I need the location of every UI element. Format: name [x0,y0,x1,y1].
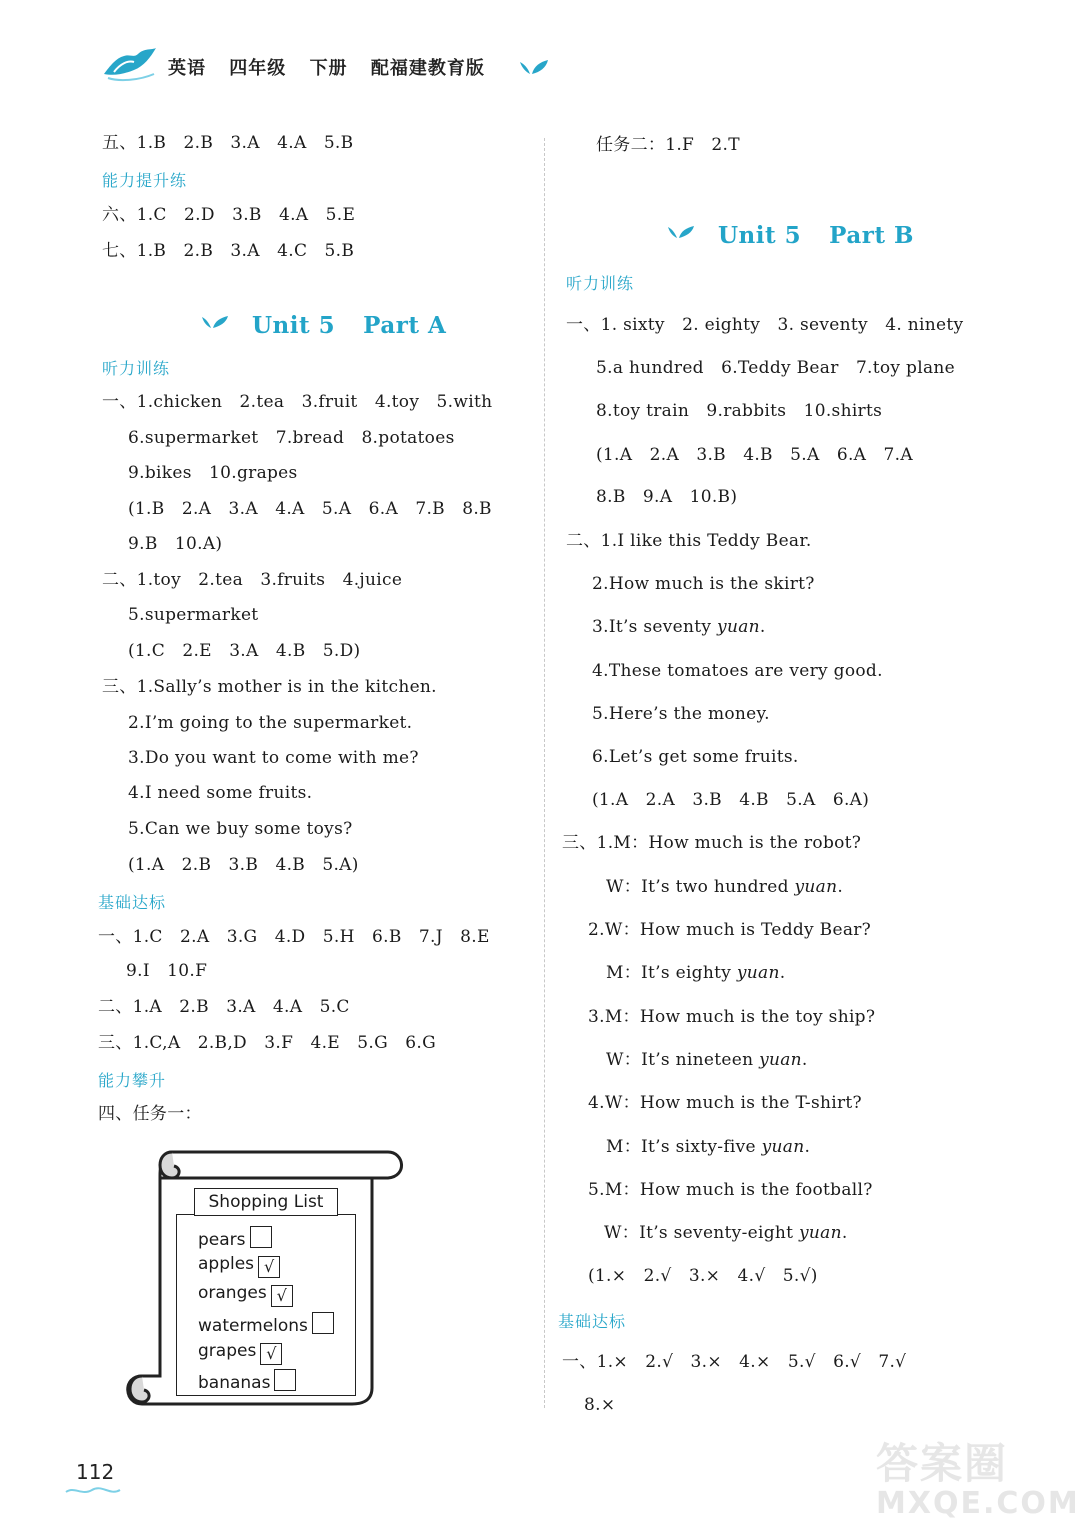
line-text: W：It’s nineteen [606,1050,760,1070]
answer-line: 一、1. sixty 2. eighty 3. seventy 4. ninety [566,315,964,335]
line-text: W：It’s seventy-eight [604,1223,799,1243]
answer-line: 二、1.toy 2.tea 3.fruits 4.juice [102,570,403,590]
part-label: Part B [829,222,914,249]
answer-line: 5.Can we buy some toys? [128,819,353,839]
checkbox: √ [260,1343,282,1365]
bird-logo-icon [100,44,158,84]
answer-line [606,1049,808,1071]
item-name: bananas [198,1373,271,1393]
answer-line: 二、1.I like this Teddy Bear. [566,531,812,551]
answer-line: (1.A 2.A 3.B 4.B 5.A 6.A 7.A [596,445,913,465]
answer-line: 8.toy train 9.rabbits 10.shirts [596,401,883,421]
list-item [198,1226,272,1250]
item-name: oranges [198,1283,267,1303]
answer-line: 5.M：How much is the football? [588,1180,873,1200]
answer-line: 七、1.B 2.B 3.A 4.C 5.B [102,241,355,261]
answer-line: 2.I’m going to the supermarket. [128,713,413,733]
answer-line: (1.A 2.B 3.B 4.B 5.A) [128,855,359,875]
section-heading: 基础达标 [98,893,167,912]
answer-line [604,1222,848,1244]
header-title [168,54,501,80]
header-volume: 下册 [309,58,348,79]
answer-line: 6.supermarket 7.bread 8.potatoes [128,428,455,448]
answer-line [606,1136,810,1158]
section-heading: 基础达标 [558,1312,627,1331]
watermark [876,1439,1080,1524]
line-italic: yuan [761,1137,805,1157]
line-punct: . [759,617,766,637]
answer-line: (1.A 2.A 3.B 4.B 5.A 6.A) [592,790,870,810]
line-punct: . [841,1223,848,1243]
column-divider [544,138,545,1408]
part-label: Part A [363,312,447,339]
answer-line: 五、1.B 2.B 3.A 4.A 5.B [102,133,354,153]
list-item [198,1254,280,1278]
answer-line: 4.W：How much is the T-shirt? [588,1093,862,1113]
answer-line: 2.W：How much is Teddy Bear? [588,920,872,940]
answer-line: 三、1.M：How much is the robot? [562,833,862,853]
line-italic: yuan [736,963,780,983]
line-text: M：It’s sixty-five [606,1137,762,1157]
section-heading: 能力攀升 [98,1071,167,1090]
list-item [198,1369,296,1393]
answer-line: 2.How much is the skirt? [592,574,815,594]
unit-title [252,312,446,339]
list-item [198,1341,282,1365]
line-punct: . [837,877,844,897]
answer-line: 三、1.C,A 2.B,D 3.F 4.E 5.G 6.G [98,1033,436,1053]
line-punct: . [801,1050,808,1070]
answer-line [606,876,843,898]
section-heading: 能力提升练 [102,171,188,190]
answer-line: 9.I 10.F [126,961,208,981]
answer-line: 一、1.C 2.A 3.G 4.D 5.H 6.B 7.J 8.E [98,927,490,947]
answer-line: 5.a hundred 6.Teddy Bear 7.toy plane [596,358,956,378]
watermark-logo: 答案圈 [876,1439,1009,1488]
answer-line: 四、任务一： [98,1104,202,1124]
answer-line: 4.I need some fruits. [128,783,313,803]
checkbox: √ [258,1256,280,1278]
line-punct: . [804,1137,811,1157]
leaf-ornament-icon [518,58,550,76]
answer-line: (1.C 2.E 3.A 4.B 5.D) [128,641,361,661]
line-punct: . [779,963,786,983]
line-text: W：It’s two hundred [606,877,795,897]
page-number: 112 [76,1460,115,1484]
checkbox [312,1312,334,1334]
section-heading: 听力训练 [566,274,635,293]
answer-line: (1.B 2.A 3.A 4.A 5.A 6.A 7.B 8.B [128,499,492,519]
checkbox [274,1369,296,1391]
answer-line: 5.Here’s the money. [592,704,770,724]
answer-line: 一、1.× 2.√ 3.× 4.× 5.√ 6.√ 7.√ [562,1352,907,1372]
answer-line: 3.Do you want to come with me? [128,748,419,768]
answer-line: 任务二：1.F 2.T [596,135,740,155]
answer-line: 5.supermarket [128,605,259,625]
leaf-ornament-icon [666,224,696,240]
item-name: apples [198,1254,255,1274]
list-item [198,1312,334,1336]
unit-title [718,222,914,249]
answer-line: 8.B 9.A 10.B) [596,487,738,507]
answer-line: 六、1.C 2.D 3.B 4.A 5.E [102,205,356,225]
answer-line [606,962,785,984]
item-name: pears [198,1230,246,1250]
leaf-ornament-icon [200,314,230,330]
answer-line: 一、1.chicken 2.tea 3.fruit 4.toy 5.with [102,392,493,412]
line-italic: yuan [717,617,760,637]
answer-line: 4.These tomatoes are very good. [592,661,883,681]
unit-label: Unit 5 [252,312,336,339]
line-text: M：It’s eighty [606,963,737,983]
line-italic: yuan [759,1050,802,1070]
watermark-url: MXQE.COM [876,1486,1080,1521]
header-subject: 英语 [168,58,206,79]
page-number-wave-icon [64,1484,122,1498]
answer-line: (1.× 2.√ 3.× 4.√ 5.√) [588,1266,818,1286]
checkbox: √ [271,1285,293,1307]
line-italic: yuan [799,1223,842,1243]
answer-line: 3.M：How much is the toy ship? [588,1007,876,1027]
answer-line: 6.Let’s get some fruits. [592,747,799,767]
section-heading: 听力训练 [102,359,171,378]
answer-line: 9.bikes 10.grapes [128,463,298,483]
item-name: grapes [198,1341,257,1361]
list-item [198,1283,293,1307]
answer-line: 二、1.A 2.B 3.A 4.A 5.C [98,997,350,1017]
shopping-list-title: Shopping List [194,1188,338,1216]
item-name: watermelons [198,1316,308,1336]
answer-line: 三、1.Sally’s mother is in the kitchen. [102,677,437,697]
header-grade: 四年级 [229,58,287,79]
line-text: 3.It’s seventy [592,617,718,637]
answer-line: 8.× [584,1395,616,1415]
checkbox [250,1226,272,1248]
header-edition: 配福建教育版 [370,58,485,79]
answer-line [592,616,766,638]
unit-label: Unit 5 [718,222,802,249]
line-italic: yuan [794,877,838,897]
answer-line: 9.B 10.A) [128,534,223,554]
